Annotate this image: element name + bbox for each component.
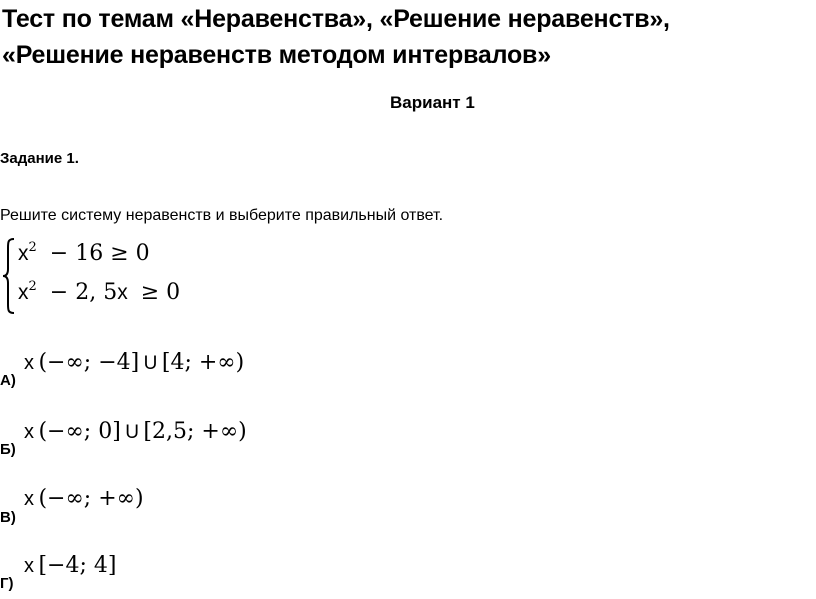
answer-g-option[interactable] bbox=[24, 553, 116, 578]
answer-a-option[interactable] bbox=[24, 350, 244, 375]
system-line-1 bbox=[18, 240, 150, 266]
variable-x: x bbox=[24, 555, 34, 577]
interval-1: (−∞; −4] bbox=[38, 350, 140, 375]
union-symbol: U bbox=[125, 422, 139, 443]
interval-1: [−4; 4] bbox=[38, 553, 117, 578]
interval-1: (−∞; 0] bbox=[38, 419, 121, 444]
system-brace bbox=[2, 238, 16, 314]
variable-x: x bbox=[117, 281, 128, 304]
exponent: 2 bbox=[28, 240, 37, 255]
page-title-line-2: «Решение неравенств методом интервалов» bbox=[2, 41, 551, 69]
answer-b-letter[interactable]: Б) bbox=[0, 441, 16, 458]
variable-x: x bbox=[24, 421, 34, 443]
variant-heading: Вариант 1 bbox=[390, 93, 475, 112]
variable-x: x bbox=[24, 352, 34, 374]
inequality-coef: − 2, 5 bbox=[49, 280, 118, 305]
interval-2: [2,5; +∞) bbox=[143, 419, 247, 444]
variable-x: x bbox=[18, 242, 29, 265]
interval-1: (−∞; +∞) bbox=[38, 486, 144, 511]
inequality-rest: − 16 ≥ 0 bbox=[49, 241, 150, 266]
answer-g-letter[interactable]: Г) bbox=[0, 575, 14, 592]
task-label: Задание 1. bbox=[0, 150, 79, 167]
exponent: 2 bbox=[28, 279, 37, 294]
answer-b-option[interactable] bbox=[24, 419, 247, 444]
answer-a-letter[interactable]: А) bbox=[0, 372, 16, 389]
variable-x: x bbox=[18, 281, 29, 304]
interval-2: [4; +∞) bbox=[161, 350, 245, 375]
union-symbol: U bbox=[143, 353, 158, 374]
answer-v-option[interactable] bbox=[24, 486, 144, 511]
answer-v-letter[interactable]: В) bbox=[0, 509, 16, 526]
task-instruction: Решите систему неравенств и выберите правильный ответ. bbox=[0, 207, 444, 224]
variable-x: x bbox=[24, 488, 34, 510]
inequality-rest: ≥ 0 bbox=[140, 280, 181, 305]
system-line-2 bbox=[18, 279, 180, 305]
page-title-line-1: Тест по темам «Неравенства», «Решение неравенств», bbox=[2, 5, 670, 33]
